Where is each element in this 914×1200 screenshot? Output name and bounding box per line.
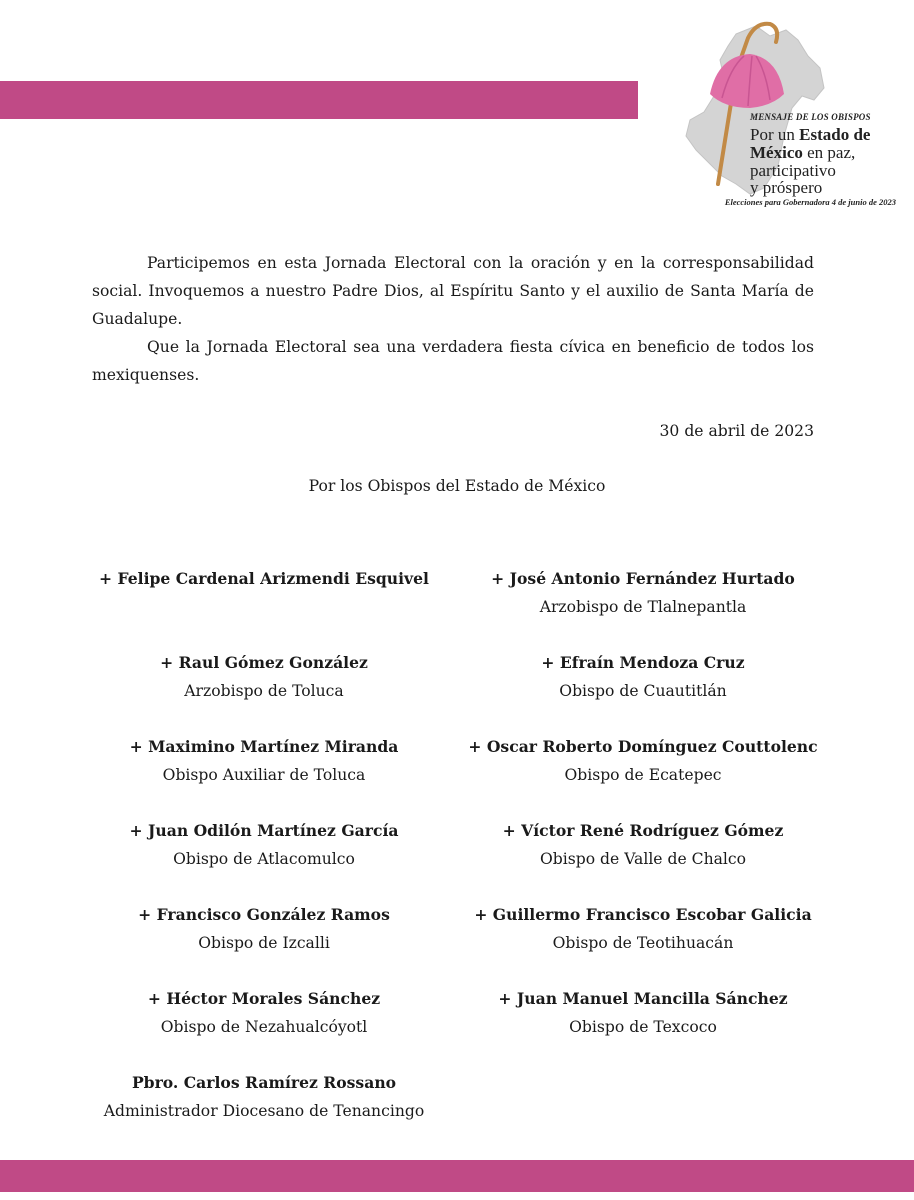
header-accent-band bbox=[0, 81, 638, 119]
signatory: + Víctor René Rodríguez Gómez Obispo de Valle de Chalco bbox=[502, 821, 784, 868]
logo-kicker: MENSAJE DE LOS OBISPOS bbox=[750, 112, 871, 122]
signatory: + Raul Gómez González Arzobispo de Toluca bbox=[160, 653, 368, 700]
signatory: + Héctor Morales Sánchez Obispo de Nezahualcóyotl bbox=[147, 989, 381, 1036]
logo-line-4: y próspero bbox=[750, 178, 823, 197]
signatory: Pbro. Carlos Ramírez Rossano Administrador Diocesano de Tenancingo bbox=[103, 1073, 425, 1120]
signoff-line: Por los Obispos del Estado de México bbox=[308, 477, 606, 495]
signatory: + Efraín Mendoza Cruz Obispo de Cuautitlán bbox=[541, 653, 745, 700]
paragraph: Que la Jornada Electoral sea una verdadera fiesta cívica en beneficio de todos los mexiquenses. bbox=[92, 338, 814, 384]
campaign-logo bbox=[674, 16, 896, 216]
footer-accent-band bbox=[0, 1160, 914, 1192]
message-body bbox=[92, 249, 814, 389]
logo-subline: Elecciones para Gobernadora 4 de junio de 2023 bbox=[724, 197, 896, 207]
signatory: + José Antonio Fernández Hurtado Arzobispo de Tlalnepantla bbox=[491, 569, 795, 616]
signatory: + Felipe Cardenal Arizmendi Esquivel bbox=[99, 569, 429, 588]
document-date: 30 de abril de 2023 bbox=[659, 422, 814, 440]
signatory: + Juan Odilón Martínez García Obispo de Atlacomulco bbox=[129, 821, 399, 868]
signatories-right bbox=[458, 565, 828, 1069]
signatory: + Oscar Roberto Domínguez Couttolenc Obispo de Ecatepec bbox=[468, 737, 818, 784]
signatories-left bbox=[64, 565, 464, 1153]
signatory: + Guillermo Francisco Escobar Galicia Obispo de Teotihuacán bbox=[474, 905, 812, 952]
signatory: + Juan Manuel Mancilla Sánchez Obispo de Texcoco bbox=[498, 989, 788, 1036]
logo-line-3: participativo bbox=[750, 161, 836, 180]
logo-line-1: Por un Estado de bbox=[750, 125, 871, 144]
signatory: + Maximino Martínez Miranda Obispo Auxiliar de Toluca bbox=[129, 737, 399, 784]
logo-line-2: México en paz, bbox=[750, 143, 856, 162]
paragraph: Participemos en esta Jornada Electoral con la oración y en la corresponsabilidad social. Invoquemos a nuestro Padre Dios, al Espíritu Santo y el auxilio de Santa María de Guadalupe. bbox=[92, 254, 814, 328]
signatory: + Francisco González Ramos Obispo de Izcalli bbox=[138, 905, 390, 952]
